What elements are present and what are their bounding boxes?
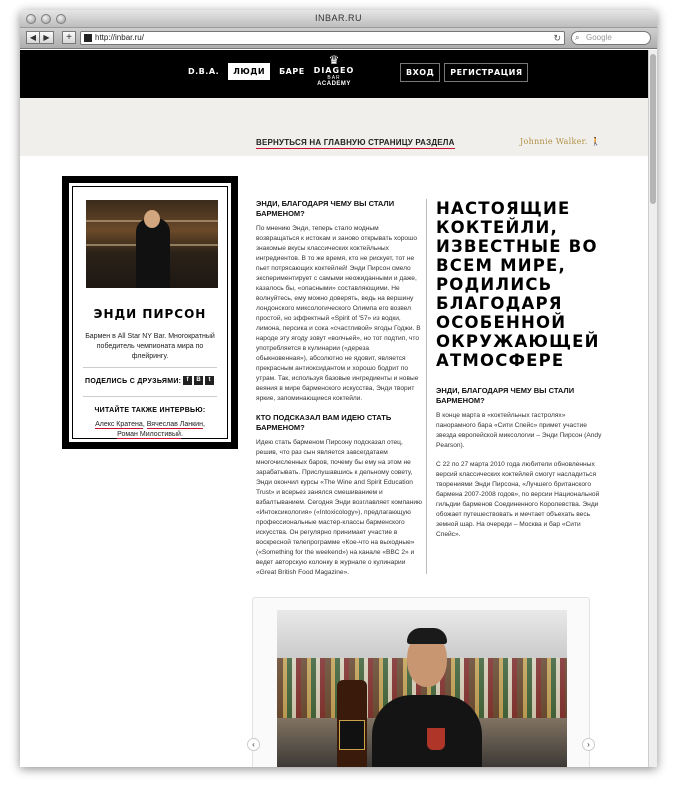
gallery-photo: [277, 610, 567, 767]
menu-item-people[interactable]: ЛЮДИ: [228, 63, 270, 80]
bartender-hair: [407, 628, 447, 644]
back-button[interactable]: ◀: [26, 31, 40, 44]
bottle-label: [339, 720, 365, 750]
brand-text: Johnnie Walker.: [520, 137, 588, 146]
share-buttons: [183, 376, 214, 385]
answer-paragraph: В конце марта в «коктейльных гастролях» панорамного бара «Сити Спейс» примет участие звезда европейской миксологии – Энди Пирсон (Andy Pearson).: [436, 412, 602, 449]
title-bar: [20, 10, 657, 28]
interview-link[interactable]: Роман Милостивый: [117, 431, 181, 438]
photo-gallery: [252, 597, 590, 767]
answer-paragraph: По мнению Энди, теперь стало модным возвращаться к истокам и заново открывать хорошо знакомые вкусы классических коктейльных ингредиентов. В то же время, кто не рискует, тот не пьет потрясающих коктейлей! Энди Пирсон смело экспериментирует с самыми неожиданными и даже, казалось бы, «опасными» составляющими. Не волнуйтесь, ему можно доверять, ведь на вершину лондонского миксологического Олимпа его возвел простой, но эффектный «Spirit of '57» из водки, лимона, персика и сока «счастливой» ягоды Годжи. В народе эту ягоду зовут «волчьей», но тот подтип, что употребляется в кулинарии («дереза обыкновенная»), абсолютно не ядовит, является прекрасным антиоксидантом и хорошо бодрит по утрам. Так, используя базовые ингредиенты и новые веяния в мире барменского искусства, Энди творит яркие, запоминающиеся коктейли.: [256, 225, 421, 402]
pull-quote: НАСТОЯЩИЕ КОКТЕЙЛИ, ИЗВЕСТНЫЕ ВО ВСЕМ МИРЕ, РОДИЛИСЬ БЛАГОДАРЯ ОСОБЕННОЙ ОКРУЖАЮЩЕЙ АТМОСФЕРЕ: [436, 199, 600, 370]
interview-column-2: [436, 199, 606, 549]
window-title: INBAR.RU: [314, 13, 362, 23]
forward-button[interactable]: ▶: [40, 31, 54, 44]
search-field[interactable]: [571, 31, 651, 45]
back-to-section-link[interactable]: ВЕРНУТЬСЯ НА ГЛАВНУЮ СТРАНИЦУ РАЗДЕЛА: [256, 138, 455, 147]
nav-buttons: [26, 31, 54, 44]
question-heading: ЭНДИ, БЛАГОДАРЯ ЧЕМУ ВЫ СТАЛИ БАРМЕНОМ?: [436, 386, 575, 405]
bartender-head: [144, 210, 160, 228]
related-interviews-label: ЧИТАЙТЕ ТАКЖЕ ИНТЕРВЬЮ:: [94, 407, 206, 414]
browser-window: [20, 10, 657, 767]
question-heading: ЭНДИ, БЛАГОДАРЯ ЧЕМУ ВЫ СТАЛИ БАРМЕНОМ?: [256, 199, 395, 218]
bartender-figure: [136, 218, 170, 288]
column-divider: [426, 199, 427, 574]
profile-card-inner: [72, 186, 228, 439]
striding-man-icon: 🚶: [590, 137, 601, 146]
share-label: ПОДЕЛИСЬ С ДРУЗЬЯМИ:: [85, 378, 182, 385]
reload-icon[interactable]: ↻: [553, 33, 561, 43]
page-viewport: [20, 50, 648, 767]
menu-item-bars[interactable]: БАРЕ: [279, 67, 305, 76]
logo-line-2: BAR: [327, 75, 341, 81]
logo-line-1: DIAGEO: [313, 66, 355, 75]
gallery-next-button[interactable]: ›: [582, 738, 595, 751]
diageo-bar-academy-logo[interactable]: [308, 50, 360, 102]
address-bar[interactable]: [80, 31, 565, 45]
related-interviews-links: Алекс Кратена, Вячеслав Ланкин, Роман Милостивый.: [95, 421, 205, 438]
interview-link[interactable]: Алекс Кратена: [95, 421, 143, 428]
auth-menu: [400, 63, 528, 82]
profile-description: Бармен в All Star NY Bar. Многократный победитель чемпионата мира по флейрингу.: [85, 333, 215, 360]
search-placeholder: Google: [586, 33, 612, 42]
facebook-icon[interactable]: f: [183, 376, 192, 385]
profile-name: ЭНДИ ПИРСОН: [93, 307, 207, 321]
gallery-prev-button[interactable]: ‹: [247, 738, 260, 751]
menu-item-dba[interactable]: D.B.A.: [188, 67, 220, 76]
answer-paragraph: Идею стать барменом Пирсону подсказал отец, решив, что раз сын является завсегдатаем многочисленных баров, почему бы ему на этом не зарабатывать. Прислушавшись к дельному совету, Энди окончил курсы «The Wine and Spirit Education Trust» и всерьез занялся смешиванием и взбалтыванием. Сегодня Энди возглавляет компанию «Интоксикология» («Intoxicology»), предлагающую профессиональные мастер-классы барменского искусства. Он регулярно принимает участие в воскресной телепрограмме «Кое-что на выходные» («Something for the weekend») на канале «BBC 2» и ведет авторскую колонку в журнале о кулинарии «Great British Food Magazine».: [256, 439, 422, 576]
search-icon: ⌕: [575, 33, 580, 42]
cocktail-glass: [427, 728, 445, 750]
johnnie-walker-logo[interactable]: [520, 137, 601, 146]
browser-toolbar: [20, 28, 657, 49]
profile-card: [62, 176, 238, 449]
main-menu: [183, 63, 310, 80]
answer-paragraph: С 22 по 27 марта 2010 года любители обновленных версий классических коктейлей смогут насладиться творениями Энди Пирсона, «Лучшего британского бармена 2007-2008 годов», по версии Национальной гильдии барменов Соединенного Королевства. Энди обожает путешествовать и мечтает объехать весь земной шар. На очереди – Москва и бар «Сити Спейс».: [436, 461, 600, 538]
add-bookmark-button[interactable]: +: [62, 31, 76, 44]
favicon-icon: [84, 34, 92, 42]
section-band: [20, 98, 648, 156]
twitter-icon[interactable]: t: [205, 376, 214, 385]
address-text: http://inbar.ru/: [95, 33, 144, 42]
register-link[interactable]: РЕГИСТРАЦИЯ: [444, 63, 528, 82]
divider: [83, 396, 217, 397]
profile-photo: [86, 200, 218, 288]
scrollbar-thumb[interactable]: [650, 54, 656, 204]
vertical-scrollbar[interactable]: [648, 50, 657, 767]
divider: [83, 367, 217, 368]
site-header: [20, 50, 648, 98]
logo-line-3: ACADEMY: [317, 81, 351, 87]
login-link[interactable]: ВХОД: [400, 63, 440, 82]
crown-icon: ♛: [328, 53, 340, 67]
interview-link[interactable]: Вячеслав Ланкин: [146, 421, 203, 428]
question-heading: КТО ПОДСКАЗАЛ ВАМ ИДЕЮ СТАТЬ БАРМЕНОМ?: [256, 413, 392, 432]
vkontakte-icon[interactable]: В: [194, 376, 203, 385]
interview-column-1: [256, 199, 422, 587]
